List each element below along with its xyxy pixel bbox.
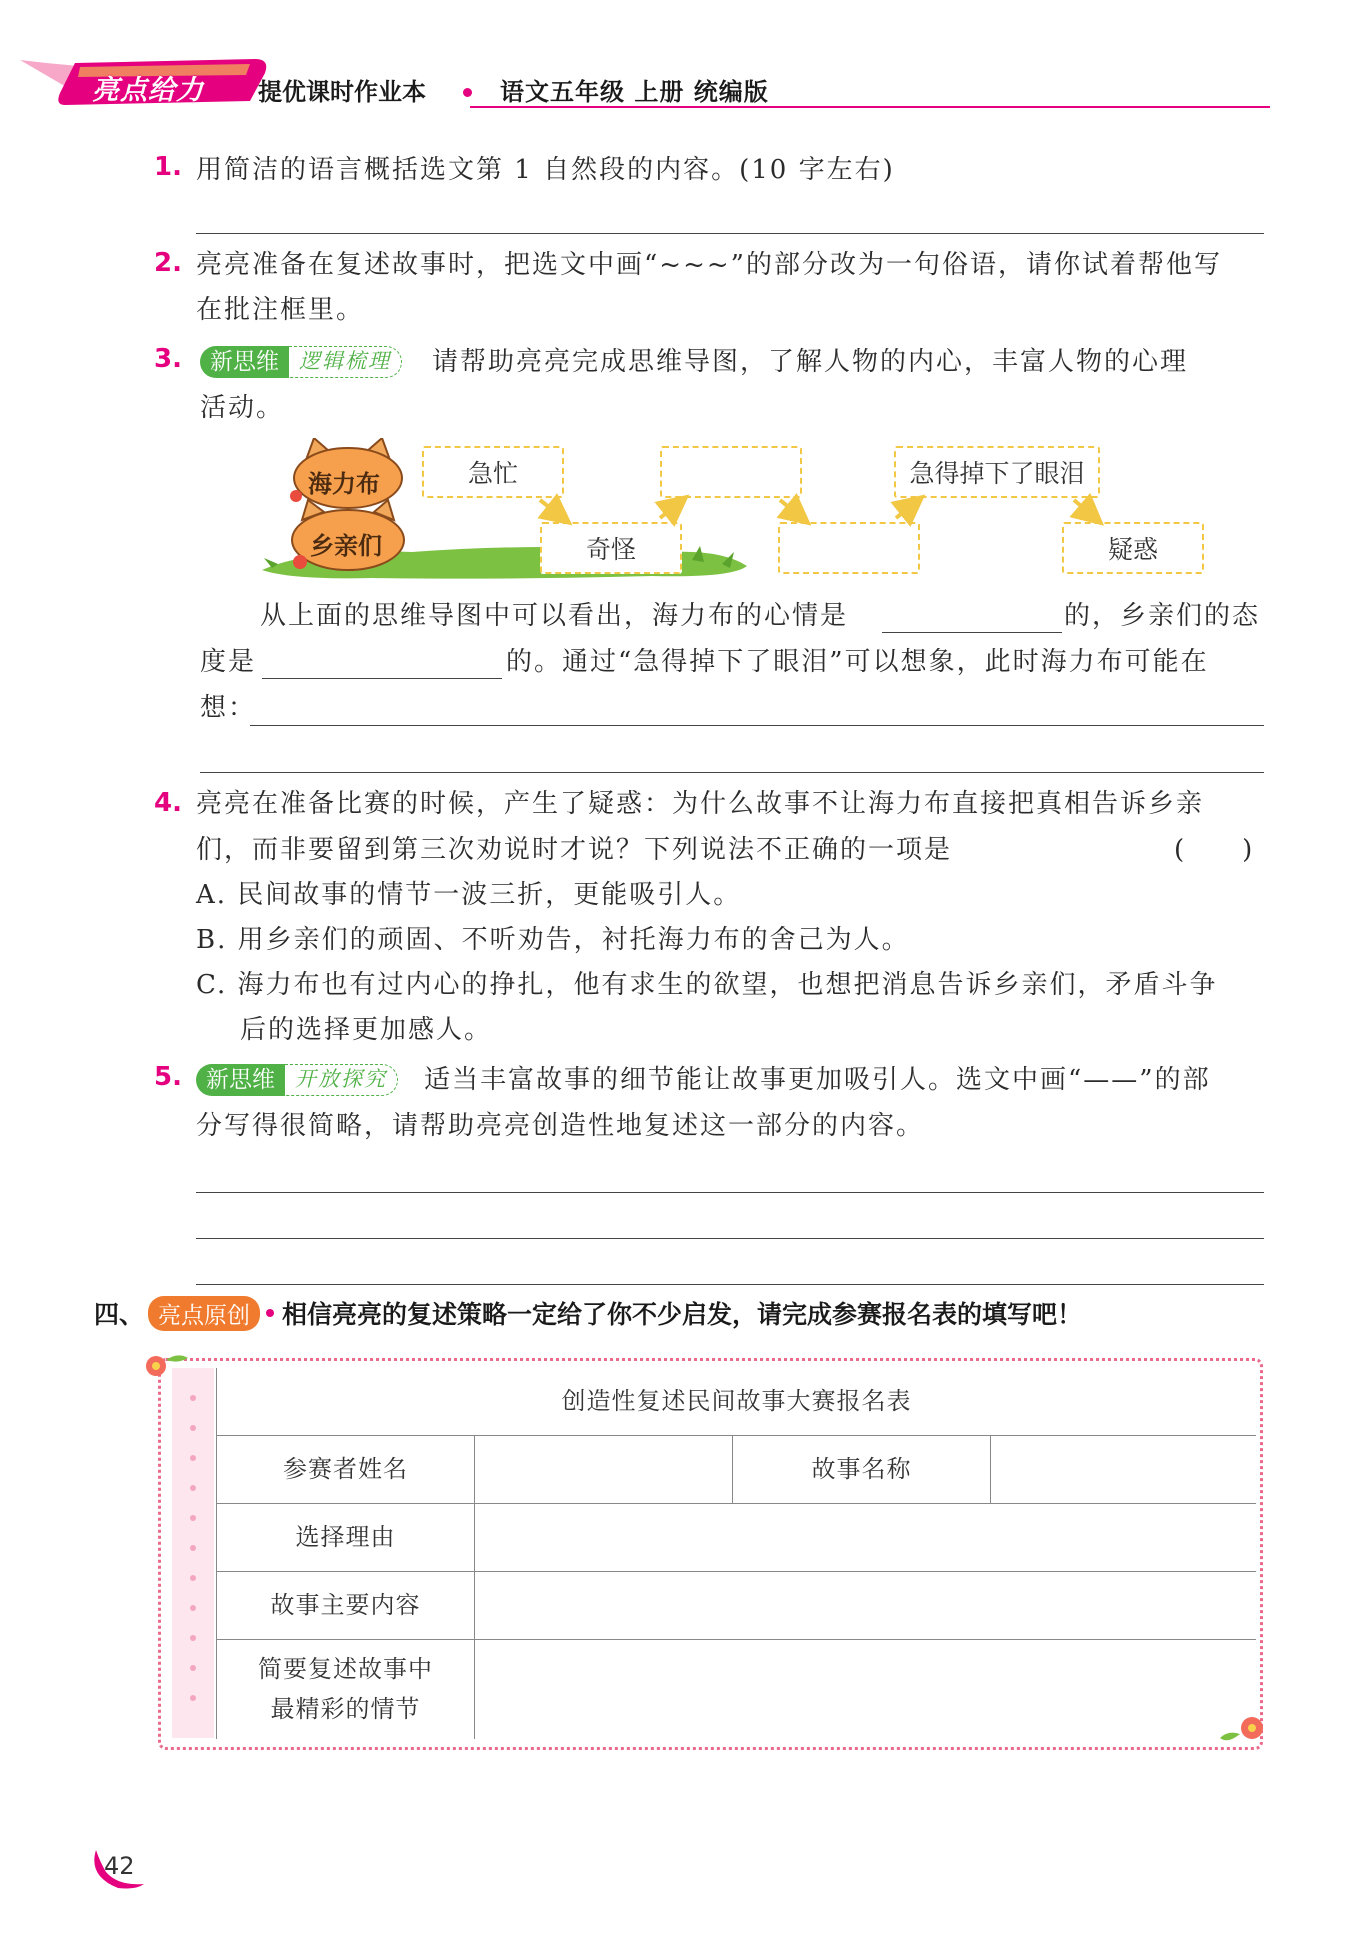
q3-fill1-b: 的，乡亲们的态 [1064,601,1261,631]
flower-top-left-icon [142,1346,192,1386]
form-plot-label [217,1639,475,1739]
q3-line1: 请帮助亮亮完成思维导图，了解人物的内心，丰富人物的心理 [432,347,1189,377]
q5-line1: 适当丰富故事的细节能让故事更加吸引人。选文中画“——”的部 [424,1065,1211,1095]
q2-line2: 在批注框里。 [196,295,365,325]
mindmap-node-bottom-3: 疑惑 [1062,522,1204,574]
header-series: 提优课时作业本 [258,78,426,106]
q4-number: 4. [154,788,182,818]
q3-fill1-a: 从上面的思维导图中可以看出，海力布的心情是 [260,601,849,631]
mindmap-node-bottom-2-blank[interactable] [778,522,920,574]
registration-form [216,1368,1256,1739]
header-subject: 语文五年级 上册 统编版 [500,78,769,106]
mindmap-node-bottom-1: 奇怪 [540,522,682,574]
q3-fill2-a: 度是 [200,647,257,677]
section-4-heading [94,1295,1082,1331]
q3-tag-sub: 逻辑梳理 [289,346,402,378]
q5-tag-main: 新思维 [196,1064,285,1096]
header-brand: 亮点给力 [92,75,204,106]
form-plot-label-line2: 最精彩的情节 [270,1695,421,1724]
section-4-pill: 亮点原创 [148,1296,260,1331]
char-bottom-label: 乡亲们 [310,532,382,560]
mindmap-node-top-1: 急忙 [422,446,564,498]
q3-number: 3. [154,344,182,374]
q4-line2: 们，而非要留到第三次劝说时才说？下列说法不正确的一项是 [196,835,953,865]
section-4-dot [266,1309,274,1317]
q3-line2: 活动。 [200,393,285,423]
q4-line1: 亮亮在准备比赛的时候，产生了疑惑：为什么故事不让海力布直接把真相告诉乡亲 [196,789,1205,819]
q5-line2: 分写得很简略，请帮助亮亮创造性地复述这一部分的内容。 [196,1111,925,1141]
q5-tag [196,1064,398,1096]
q5-answer-line-1[interactable] [196,1192,1264,1193]
form-story-label: 故事名称 [733,1435,991,1503]
q3-fill3: 想： [200,693,257,723]
q5-tag-sub: 开放探究 [285,1064,398,1096]
q3-fill2-b: 的。通过“急得掉下了眼泪”可以想象，此时海力布可能在 [506,647,1209,677]
section-4-label: 四、 [94,1300,145,1329]
section-4-text: 相信亮亮的复述策略一定给了你不少启发，请完成参赛报名表的填写吧！ [282,1300,1083,1329]
form-title: 创造性复述民间故事大赛报名表 [217,1368,1257,1435]
q3-answer-line-1[interactable] [250,725,1264,726]
form-content-label: 故事主要内容 [217,1571,475,1639]
form-content-cell[interactable] [475,1571,1257,1639]
mindmap-node-top-3: 急得掉下了眼泪 [894,446,1100,498]
form-reason-cell[interactable] [475,1503,1257,1571]
arrow-4 [896,502,916,518]
q1-text: 用简洁的语言概括选文第 1 自然段的内容。(10 字左右) [196,155,895,185]
q5-number: 5. [154,1062,182,1092]
char-top-label: 海力布 [308,470,380,498]
q1-answer-line[interactable] [196,233,1264,234]
header-dot [463,88,472,97]
q4-option-b: B. 用乡亲们的顽固、不听劝告，衬托海力布的舍己为人。 [196,925,910,955]
form-decorative-strip [172,1368,214,1738]
form-plot-cell[interactable] [475,1639,1257,1739]
q3-answer-line-2[interactable] [200,772,1264,773]
page-number: 42 [104,1852,135,1880]
q4-option-a: A. 民间故事的情节一波三折，更能吸引人。 [196,880,742,910]
q5-answer-line-3[interactable] [196,1284,1264,1285]
arrow-1 [540,500,563,518]
form-name-cell[interactable] [475,1435,733,1503]
q3-blank-attitude[interactable] [262,678,502,679]
header-rule [470,106,1270,108]
q4-option-c-line2: 后的选择更加感人。 [240,1015,493,1045]
q4-option-c-line1: C. 海力布也有过内心的挣扎，他有求生的欲望，也想把消息告诉乡亲们，矛盾斗争 [196,970,1218,1000]
form-name-label: 参赛者姓名 [217,1435,475,1503]
form-story-cell[interactable] [991,1435,1257,1503]
form-reason-label: 选择理由 [217,1503,475,1571]
q2-number: 2. [154,248,182,278]
q5-answer-line-2[interactable] [196,1238,1264,1239]
arrow-5 [1074,500,1095,518]
q3-tag-main: 新思维 [200,346,289,378]
q3-blank-mood[interactable] [882,632,1062,633]
q4-answer-paren[interactable]: ( ) [1174,835,1255,865]
q1-number: 1. [154,152,182,182]
mindmap-node-top-2-blank[interactable] [660,446,802,498]
form-plot-label-line1: 简要复述故事中 [258,1655,433,1684]
arrow-2 [660,502,680,518]
q3-tag [200,346,402,378]
q2-line1: 亮亮准备在复述故事时，把选文中画“~~~”的部分改为一句俗语，请你试着帮他写 [196,250,1222,280]
arrow-3 [780,500,802,518]
